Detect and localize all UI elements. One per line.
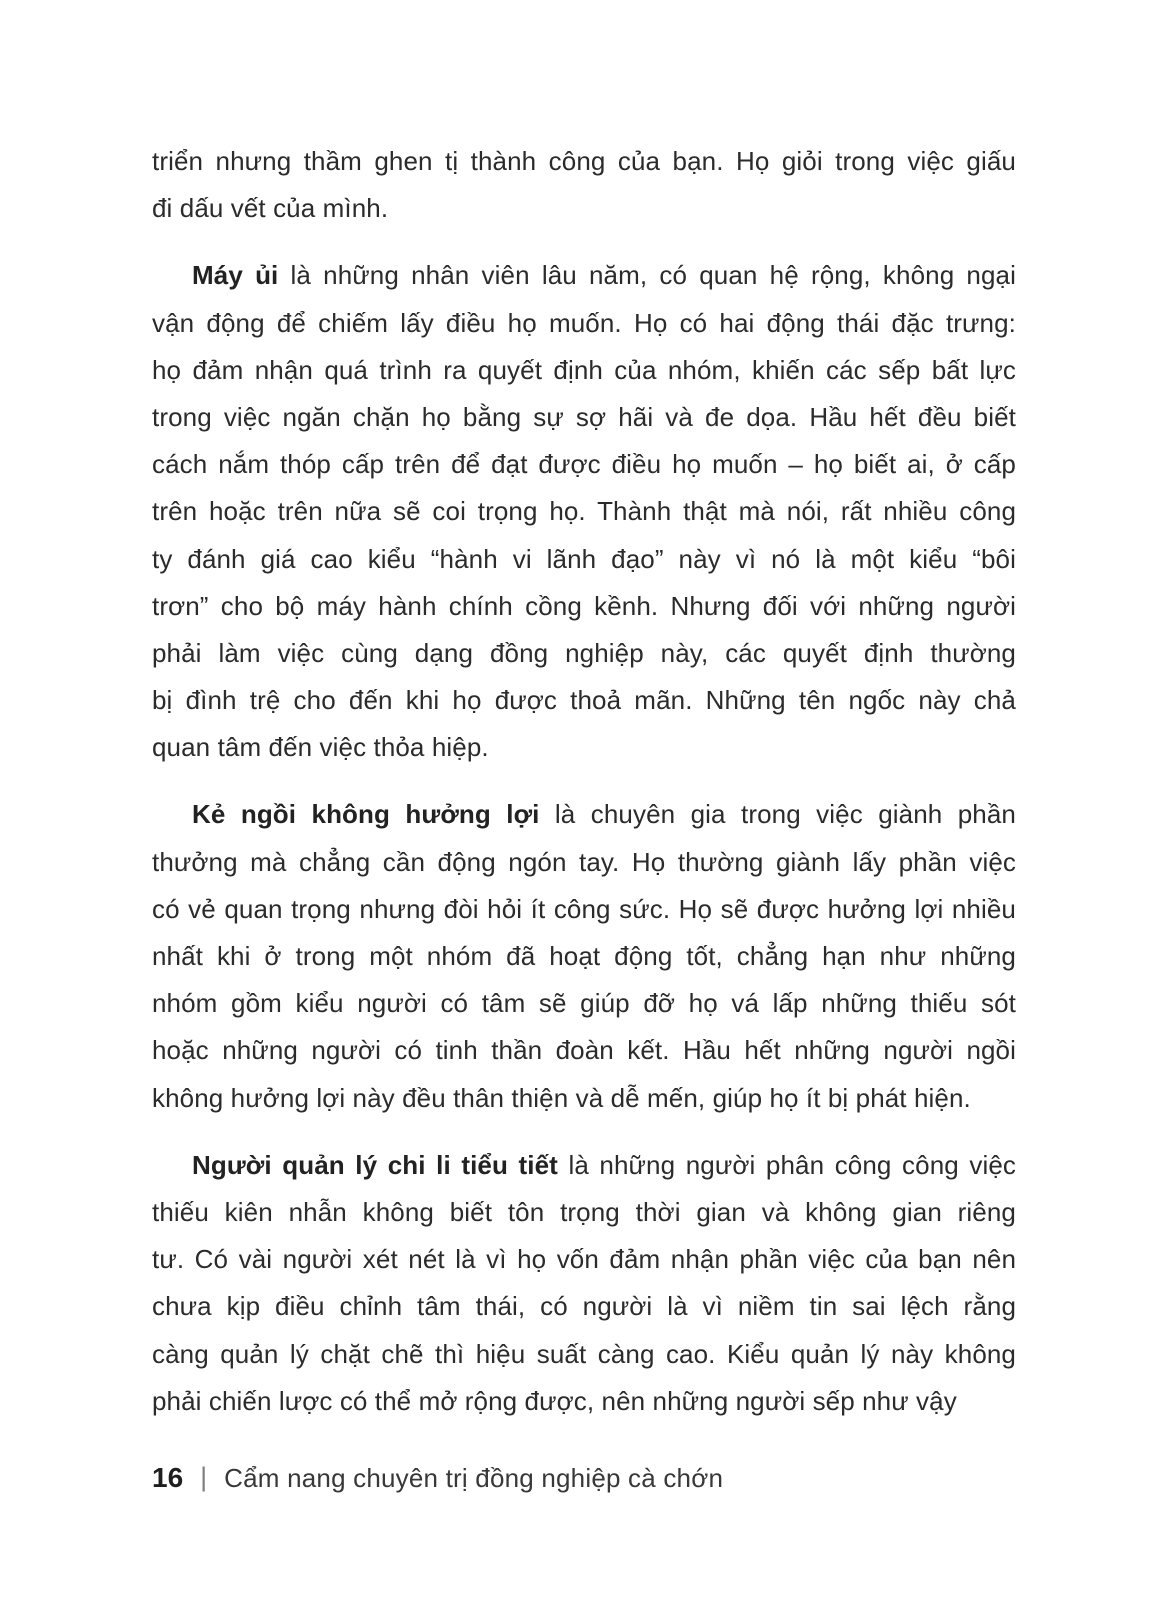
text-line: nhóm gồm kiểu người có tâm sẽ giúp đỡ họ vá lấp những thiếu sót xyxy=(152,988,1016,1019)
text-line: quan tâm đến việc thỏa hiệp. xyxy=(152,732,489,763)
text-line: Kẻ ngồi không hưởng lợi là chuyên gia trong việc giành phần xyxy=(192,799,1016,830)
page-number: 16 xyxy=(152,1462,184,1493)
text-block xyxy=(152,138,1016,1445)
paragraph-lead: Người quản lý chi li tiểu tiết xyxy=(192,1149,558,1180)
text-line: phải chiến lược có thể mở rộng được, nên những người sếp như vậy xyxy=(152,1385,957,1416)
paragraph-lead: Máy ủi xyxy=(192,260,279,291)
text-line: trơn” cho bộ máy hành chính cồng kềnh. Nhưng đối với những người xyxy=(152,590,1016,621)
text-line: triển nhưng thầm ghen tị thành công của bạn. Họ giỏi trong việc giấu xyxy=(152,146,1016,176)
page-footer xyxy=(152,1458,723,1498)
paragraph xyxy=(152,138,1016,232)
text-line: không hưởng lợi này đều thân thiện và dễ mến, giúp họ ít bị phát hiện. xyxy=(152,1082,971,1113)
text-line: hoặc những người có tinh thần đoàn kết. Hầu hết những người ngồi xyxy=(152,1035,1016,1066)
text-line: trên hoặc trên nữa sẽ coi trọng họ. Thành thật mà nói, rất nhiều công xyxy=(152,496,1016,527)
text-line: họ đảm nhận quá trình ra quyết định của nhóm, khiến các sếp bất lực xyxy=(152,354,1016,385)
text-line: Người quản lý chi li tiểu tiết là những người phân công công việc xyxy=(192,1149,1016,1180)
paragraph xyxy=(152,791,1016,1121)
footer-separator: | xyxy=(200,1462,208,1492)
paragraph-lead: Kẻ ngồi không hưởng lợi xyxy=(192,799,540,830)
text-line: nhất khi ở trong một nhóm đã hoạt động tốt, chẳng hạn như những xyxy=(152,941,1016,971)
text-line: có vẻ quan trọng nhưng đòi hỏi ít công sức. Họ sẽ được hưởng lợi nhiều xyxy=(152,893,1016,924)
text-line: cách nắm thóp cấp trên để đạt được điều họ muốn – họ biết ai, ở cấp xyxy=(152,449,1016,480)
text-line: thưởng mà chẳng cần động ngón tay. Họ thường giành lấy phần việc xyxy=(152,846,1016,877)
text-line: thiếu kiên nhẫn không biết tôn trọng thời gian và không gian riêng xyxy=(152,1196,1016,1227)
book-title: Cẩm nang chuyên trị đồng nghiệp cà chớn xyxy=(224,1463,724,1493)
text-line: càng quản lý chặt chẽ thì hiệu suất càng cao. Kiểu quản lý này không xyxy=(152,1338,1016,1369)
text-line: phải làm việc cùng dạng đồng nghiệp này, các quyết định thường xyxy=(152,637,1016,668)
paragraph xyxy=(152,1142,1016,1425)
text-line: tư. Có vài người xét nét là vì họ vốn đảm nhận phần việc của bạn nên xyxy=(152,1244,1016,1275)
text-line: bị đình trệ cho đến khi họ được thoả mãn. Những tên ngốc này chả xyxy=(152,685,1016,716)
text-line: chưa kịp điều chỉnh tâm thái, có người là vì niềm tin sai lệch rằng xyxy=(152,1291,1016,1322)
text-line: Máy ủi là những nhân viên lâu năm, có quan hệ rộng, không ngại xyxy=(192,260,1016,291)
text-line: vận động để chiếm lấy điều họ muốn. Họ có hai động thái đặc trưng: xyxy=(152,307,1016,338)
text-line: ty đánh giá cao kiểu “hành vi lãnh đạo” này vì nó là một kiểu “bôi xyxy=(152,543,1016,574)
text-line: trong việc ngăn chặn họ bằng sự sợ hãi và đe dọa. Hầu hết đều biết xyxy=(152,401,1016,432)
paragraph xyxy=(152,252,1016,771)
text-line: đi dấu vết của mình. xyxy=(152,193,389,224)
